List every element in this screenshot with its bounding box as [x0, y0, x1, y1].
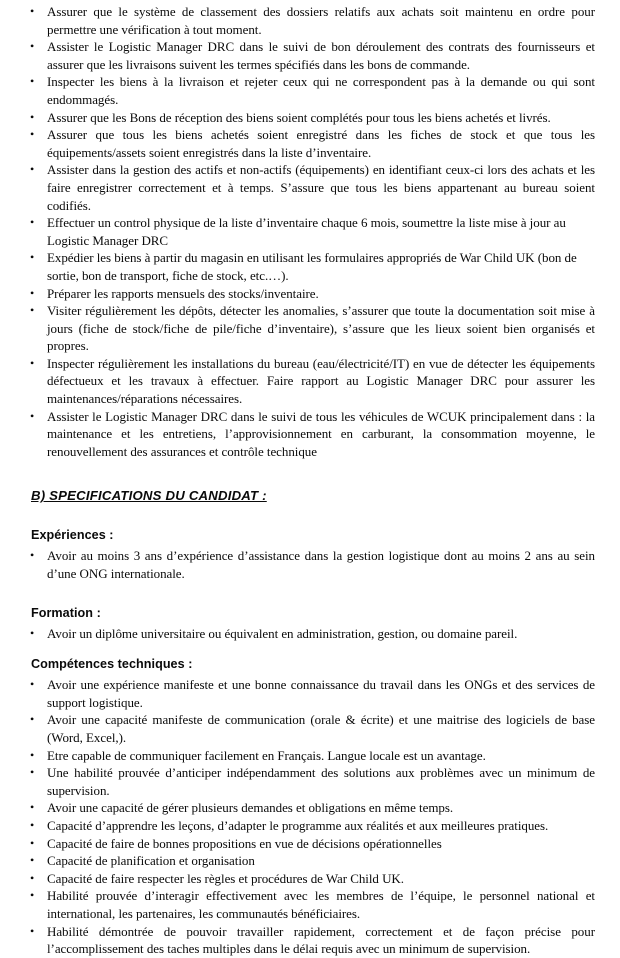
list-item: • Assister le Logistic Manager DRC dans le suivi de tous les véhicules de WCUK principalement dans : la maintenance et les entretiens, l’approvisionnement en carburant, la consommation moyenne, le renouvellement des assurances et contrôle technique — [25, 408, 595, 461]
list-item: • Capacité de planification et organisation — [25, 852, 595, 870]
list-item: • Effectuer un control physique de la liste d’inventaire chaque 6 mois, soumettre la liste mise à jour au Logistic Manager DRC — [25, 214, 595, 249]
list-item: • Etre capable de communiquer facilement en Français. Langue locale est un avantage. — [25, 747, 595, 765]
list-item: • Capacité de faire respecter les règles et procédures de War Child UK. — [25, 870, 595, 888]
list-item: • Assurer que tous les biens achetés soient enregistré dans les fiches de stock et que tous les équipements/assets soient enregistrés dans la liste d’inventaire. — [25, 126, 595, 161]
list-item: • Capacité de faire de bonnes propositions en vue de décisions opérationnelles — [25, 835, 595, 853]
list-item: • Une habilité prouvée d’anticiper indépendamment des solutions aux problèmes avec un minimum de supervision. — [25, 764, 595, 799]
spacer — [25, 505, 595, 527]
list-item: • Capacité d’apprendre les leçons, d’adapter le programme aux réalités et aux meilleures pratiques. — [25, 817, 595, 835]
list-item: • Avoir une capacité de gérer plusieurs demandes et obligations en même temps. — [25, 799, 595, 817]
subsection-heading-experiences: Expériences : — [31, 528, 114, 543]
list-item: • Inspecter les biens à la livraison et rejeter ceux qui ne correspondent pas à la demande ou qui sont endommagés. — [25, 73, 595, 108]
spacer — [25, 460, 595, 487]
list-item: • Avoir une expérience manifeste et une bonne connaissance du travail dans les ONGs et des services de support logistique. — [25, 676, 595, 711]
section-b-heading: B) SPECIFICATIONS DU CANDIDAT : — [31, 488, 267, 504]
list-item: • Préparer les rapports mensuels des stocks/inventaire. — [25, 285, 595, 303]
list-item: • Assister le Logistic Manager DRC dans le suivi de bon déroulement des contrats des fournisseurs et assurer que les livraisons suivent les termes spécifiés dans les bons de commande. — [25, 38, 595, 73]
list-item: • Visiter régulièrement les dépôts, détecter les anomalies, s’assurer que toute la documentation soit mise à jours (fiche de stock/fiche de pile/fiche d’inventaire), s’assure que les lieux soient bien organisés et propres. — [25, 302, 595, 355]
competences-list — [25, 676, 595, 958]
list-item: • Avoir un diplôme universitaire ou équivalent en administration, gestion, ou domaine pareil. — [25, 625, 595, 643]
subsection-heading-formation: Formation : — [31, 605, 101, 620]
list-item: • Assurer que les Bons de réception des biens soient complétés pour tous les biens achetés et livrés. — [25, 109, 595, 127]
subsection-heading-competences: Compétences techniques : — [31, 657, 193, 672]
list-item: • Habilité prouvée d’interagir effectivement avec les membres de l’équipe, le personnel national et international, les partenaires, les communautés bénéficiaires. — [25, 887, 595, 922]
list-item: • Avoir au moins 3 ans d’expérience d’assistance dans la gestion logistique dont au moins 2 ans au sein d’une ONG internationale. — [25, 547, 595, 582]
spacer — [25, 583, 595, 605]
list-item: • Habilité démontrée de pouvoir travailler rapidement, correctement et de façon précise pour l’accomplissement des taches multiples dans le délai requis avec un minimum de supervision. — [25, 923, 595, 958]
experiences-list — [25, 547, 595, 582]
list-item: • Inspecter régulièrement les installations du bureau (eau/électricité/IT) en vue de détecter les équipements défectueux et les travaux à effectuer. Faire rapport au Logistic Manager DRC pour assurer les maintenances/réparations nécessaires. — [25, 355, 595, 408]
spacer — [25, 642, 595, 656]
list-item: • Expédier les biens à partir du magasin en utilisant les formulaires appropriés de War Child UK (bon de sortie, bon de transport, fiche de stock, etc.…). — [25, 249, 595, 284]
formation-list — [25, 625, 595, 643]
list-item: • Avoir une capacité manifeste de communication (orale & écrite) et une maitrise des logiciels de base (Word, Excel,). — [25, 711, 595, 746]
list-item: • Assurer que le système de classement des dossiers relatifs aux achats soit maintenu en ordre pour permettre une vérification à tout moment. — [25, 3, 595, 38]
list-item: • Assister dans la gestion des actifs et non-actifs (équipements) en identifiant ceux-ci lors des achats et les faire enregistrer correctement et à temps. S’assure que tous les biens appartenant au bureau soient codifiés. — [25, 161, 595, 214]
responsibilities-list — [25, 3, 595, 460]
